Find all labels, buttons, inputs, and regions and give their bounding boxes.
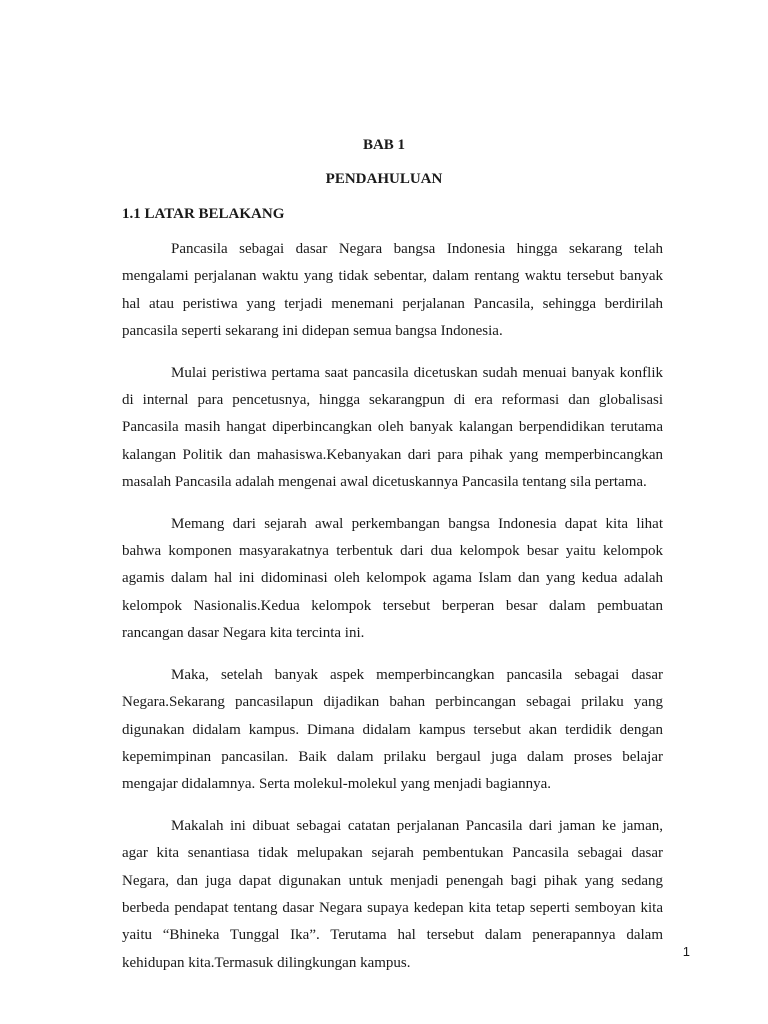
paragraph: Memang dari sejarah awal perkembangan bangsa Indonesia dapat kita lihat bahwa komponen masyarakatnya terbentuk dari dua kelompok besar yaitu kelompok agamis dalam hal ini didominasi oleh kelompok agama Islam dan yang kedua adalah kelompok Nasionalis.Kedua kelompok tersebut berperan besar dalam pembuatan rancangan dasar Negara kita tercinta ini. [122,515,663,642]
paragraph: Maka, setelah banyak aspek memperbincangkan pancasila sebagai dasar Negara.Sekarang pancasilapun dijadikan bahan perbincangan sebagai prilaku yang digunakan didalam kampus. Dimana didalam kampus tersebut akan terdidik dengan kepemimpinan pancasilan. Baik dalam prilaku bergaul juga dalam proses belajar mengajar didalamnya. Serta molekul-molekul yang menjadi bagiannya. [122,666,663,793]
chapter-title: PENDAHULUAN [325,171,443,187]
body-text [122,236,663,991]
paragraph: Makalah ini dibuat sebagai catatan perjalanan Pancasila dari jaman ke jaman, agar kita senantiasa tidak melupakan sejarah pembentukan Pancasila sebagai dasar Negara, dan juga dapat digunakan untuk menjadi penengah bagi pihak yang sedang berbeda pendapat tentang dasar Negara supaya kedepan kita tetap seperti semboyan kita yaitu “Bhineka Tunggal Ika”. Terutama hal tersebut dalam penerapannya dalam kehidupan kita.Termasuk dilingkungan kampus. [122,817,663,971]
paragraph: Pancasila sebagai dasar Negara bangsa Indonesia hingga sekarang telah mengalami perjalanan waktu yang tidak sebentar, dalam rentang waktu tersebut banyak hal atau peristiwa yang terjadi menemani perjalanan Pancasila, sehingga berdirilah pancasila seperti sekarang ini didepan semua bangsa Indonesia. [122,241,663,340]
chapter-label: BAB 1 [362,137,406,153]
section-heading: 1.1 LATAR BELAKANG [122,206,285,222]
page-number: 1 [682,944,690,959]
paragraph: Mulai peristiwa pertama saat pancasila dicetuskan sudah menuai banyak konflik di internal para pencetusnya, hingga sekarangpun di era reformasi dan globalisasi Pancasila masih hangat diperbincangkan oleh banyak kalangan berpendidikan terutama kalangan Politik dan mahasiswa.Kebanyakan dari para pihak yang memperbincangkan masalah Pancasila adalah mengenai awal dicetuskannya Pancasila tentang sila pertama. [122,364,663,491]
